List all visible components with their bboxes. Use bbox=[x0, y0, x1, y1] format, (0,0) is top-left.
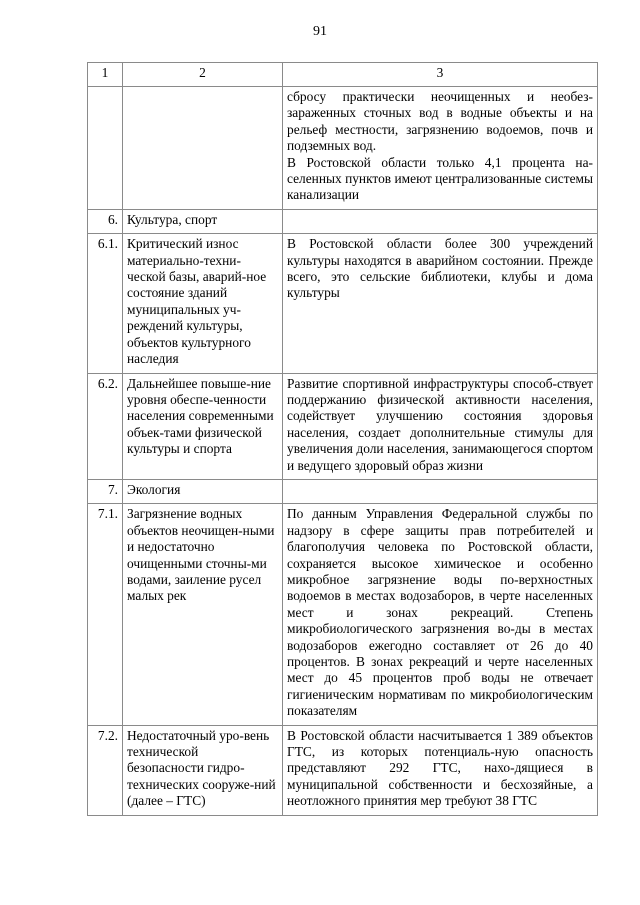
row-number: 6. bbox=[88, 209, 123, 233]
row-title: Критический износ материально-техни-ческой базы, аварий-ное состояние зданий муниципальных уч-реждений культуры, объектов культурного наследия bbox=[123, 234, 283, 373]
row-number: 7. bbox=[88, 479, 123, 503]
header-col-2: 2 bbox=[123, 63, 283, 87]
row-number: 7.2. bbox=[88, 725, 123, 815]
row-number: 7.1. bbox=[88, 504, 123, 725]
description-paragraph: Развитие спортивной инфраструктуры способ-ствует поддержанию физической активности населения, содействует улучшению состояния здоровья населения, создает дополнительные стимулы для увеличения доли населения, занимающегося спортом и ведущего здоровый образ жизни bbox=[287, 375, 593, 473]
row-title: Культура, спорт bbox=[123, 209, 283, 233]
row-number: 6.2. bbox=[88, 373, 123, 479]
header-col-3: 3 bbox=[283, 63, 598, 87]
row-title: Дальнейшее повыше-ние уровня обеспе-ченности населения современными объек-тами физической культуры и спорта bbox=[123, 373, 283, 479]
row-title bbox=[123, 87, 283, 210]
table-row bbox=[88, 479, 598, 503]
row-number bbox=[88, 87, 123, 210]
table-row bbox=[88, 209, 598, 233]
table-header-row bbox=[88, 63, 598, 87]
table-row bbox=[88, 504, 598, 725]
description-paragraph: В Ростовской области насчитывается 1 389 объектов ГТС, из которых потенциаль-ную опасность представляют 292 ГТС, нахо-дящиеся в муниципальной собственности и бесхозяйные, а неотложного принятия мер требуют 38 ГТС bbox=[287, 727, 593, 809]
row-title: Недостаточный уро-вень технической безопасности гидро-технических сооруже-ний (далее – ГТС) bbox=[123, 725, 283, 815]
header-col-1: 1 bbox=[88, 63, 123, 87]
row-number: 6.1. bbox=[88, 234, 123, 373]
row-description bbox=[283, 504, 598, 725]
description-paragraph: сбросу практически неочищенных и необез-зараженных сточных вод в водные объекты и на рельеф местности, загрязнению водоемов, почв и подземных вод. bbox=[287, 89, 593, 154]
document-table bbox=[87, 62, 598, 816]
row-description bbox=[283, 87, 598, 210]
row-description bbox=[283, 725, 598, 815]
description-paragraph: По данным Управления Федеральной службы по надзору в сфере защиты прав потребителей и благополучия человека по Ростовской области, сохраняется высокое химическое и особенно микробное загрязнение воды по-верхностных водоемов в местах водозаборов, в черте населенных мест и зонах рекреаций. Степень микробиологического загрязнения во-ды в местах водозаборов ежегодно составляет от 26 до 40 процентов. В зонах рекреаций и черте населенных мест до 45 процентов проб воды не отвечает гигиеническим нормативам по микробиологическим показателям bbox=[287, 506, 593, 719]
row-description bbox=[283, 234, 598, 373]
table-row bbox=[88, 373, 598, 479]
table-row bbox=[88, 234, 598, 373]
row-title: Экология bbox=[123, 479, 283, 503]
table-row bbox=[88, 87, 598, 210]
row-description bbox=[283, 479, 598, 503]
description-paragraph: В Ростовской области только 4,1 процента на-селенных пунктов имеют централизованные системы канализации bbox=[287, 154, 593, 203]
description-paragraph: В Ростовской области более 300 учреждений культуры находятся в аварийном состоянии. Прежде всего, это сельские библиотеки, клубы и дома культуры bbox=[287, 236, 593, 301]
row-description bbox=[283, 373, 598, 479]
row-description bbox=[283, 209, 598, 233]
page-number: 91 bbox=[313, 24, 327, 39]
table-row bbox=[88, 725, 598, 815]
row-title: Загрязнение водных объектов неочищен-ными и недостаточно очищенными сточны-ми водами, заиление русел малых рек bbox=[123, 504, 283, 725]
